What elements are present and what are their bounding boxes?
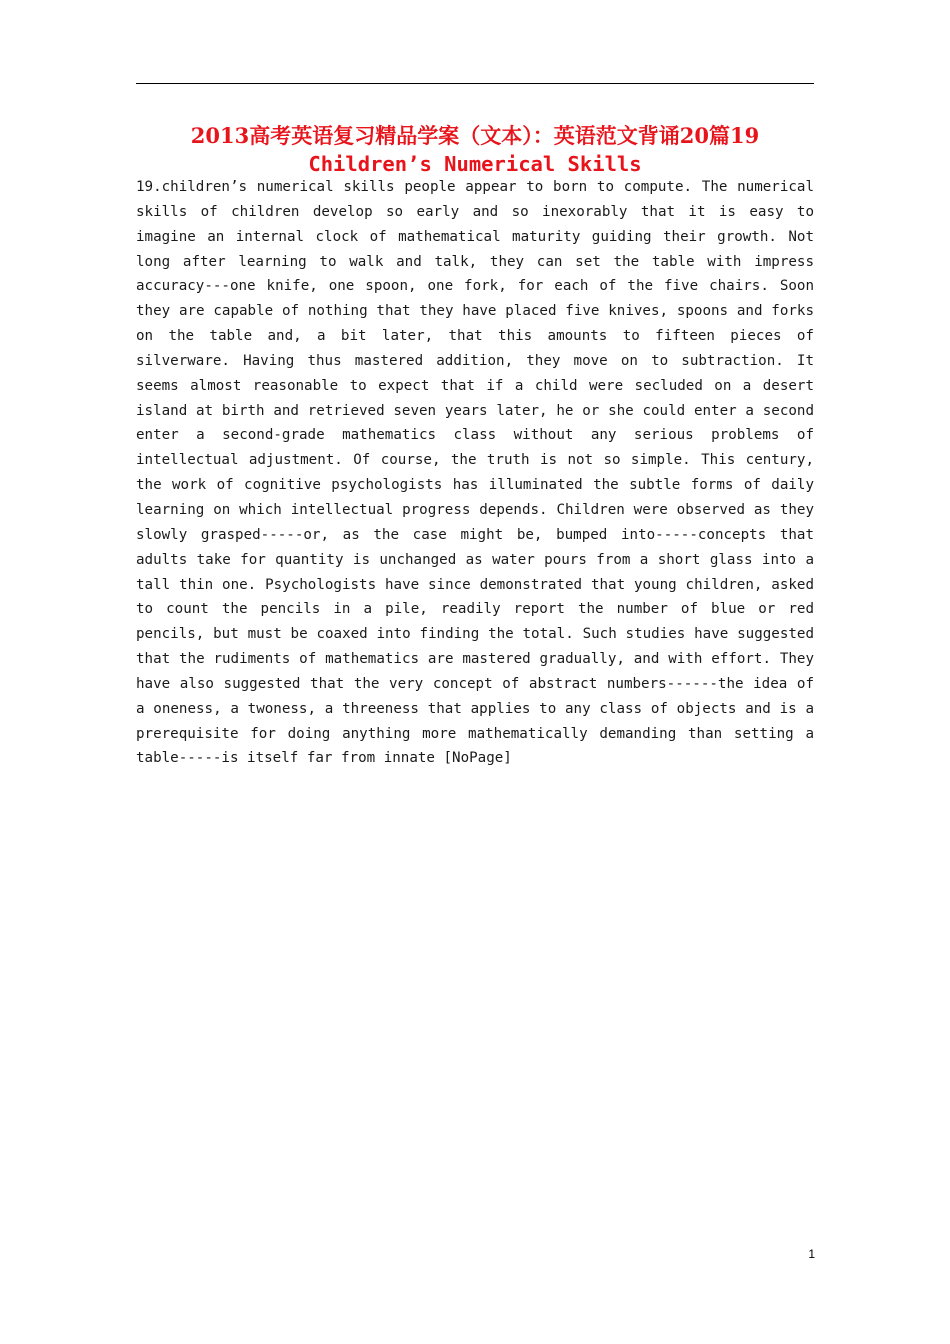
- page-number: 1: [808, 1247, 815, 1261]
- document-title: [136, 122, 814, 178]
- title-line-chinese: 2013高考英语复习精品学案（文本）：英语范文背诵20篇19: [190, 123, 760, 148]
- article-body: 19.children’s numerical skills people appear to born to compute. The numerical skills of children develop so early and so inexorably that it is easy to imagine an internal clock of mathematical maturity guiding their growth. Not long after learning to walk and talk, they can set the table with impress accuracy---one knife, one spoon, one fork, for each of the five chairs. Soon they are capable of nothing that they have placed five knives, spoons and forks on the table and, a bit later, that this amounts to fifteen pieces of silverware. Having thus mastered addition, they move on to subtraction. It seems almost reasonable to expect that if a child were secluded on a desert island at birth and retrieved seven years later, he or she could enter a second enter a second-grade mathematics class without any serious problems of intellectual adjustment. Of course, the truth is not so simple. This century, the work of cognitive psychologists has illuminated the subtle forms of daily learning on which intellectual progress depends. Children were observed as they slowly grasped-----or, as the case might be, bumped into-----concepts that adults take for quantity is unchanged as water pours from a short glass into a tall thin one. Psychologists have since demonstrated that young children, asked to count the pencils in a pile, readily report the number of blue or red pencils, but must be coaxed into finding the total. Such studies have suggested that the rudiments of mathematics are mastered gradually, and with effort. They have also suggested that the very concept of abstract numbers------the idea of a oneness, a twoness, a threeness that applies to any class of objects and is a prerequisite for doing anything more mathematically demanding than setting a table-----is itself far from innate [NoPage]: [136, 179, 814, 767]
- header-rule: [136, 83, 814, 84]
- title-line-english: Children’s Numerical Skills: [308, 152, 642, 176]
